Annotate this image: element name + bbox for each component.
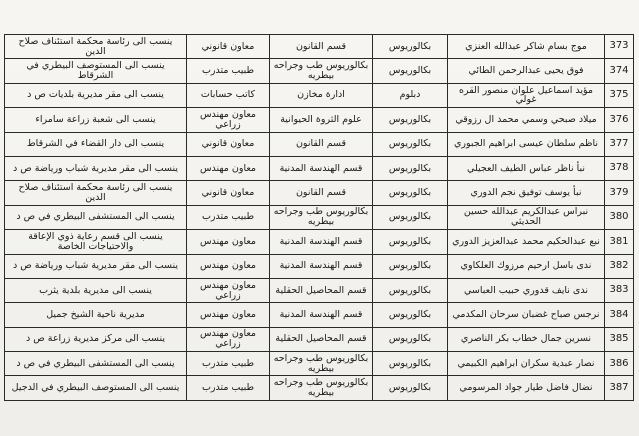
employee-name: ناظم سلطان عيسى ابراهيم الجبوري (448, 132, 605, 156)
destination-cell: ينسب الى مركز مديرية زراعة ص د (5, 327, 187, 351)
specialty-cell: بكالوريوس طب وجراحه بيطريه (270, 59, 373, 83)
job-title-cell: معاون مهندس (187, 156, 270, 180)
row-number: 386 (605, 352, 634, 376)
row-number: 385 (605, 327, 634, 351)
job-title-cell: معاون قانوني (187, 181, 270, 205)
employee-name: نبراس عبدالكريم عبدالله حسين الحديثي (448, 205, 605, 229)
degree-cell: بكالوريوس (373, 205, 448, 229)
degree-cell: بكالوريوس (373, 278, 448, 302)
employee-name: فوق يحيى عبدالرحمن الطائي (448, 59, 605, 83)
job-title-cell: معاون قانوني (187, 35, 270, 59)
destination-cell: ينسب الى شعبة زراعة سامراء (5, 108, 187, 132)
employee-name: ندى باسل ارحيم مرزوك العلكاوي (448, 254, 605, 278)
job-title-cell: طبيب متدرب (187, 352, 270, 376)
specialty-cell: قسم القانون (270, 132, 373, 156)
destination-cell: ينسب الى مقر مديرية شباب ورياضة ص د (5, 156, 187, 180)
destination-cell: ينسب الى المستوصف البيطري في الشرقاط (5, 59, 187, 83)
destination-cell: ينسب الى المستوصف البيطري في الدجيل (5, 376, 187, 400)
employee-name: ندى نايف قدوري حبيب العباسي (448, 278, 605, 302)
employee-name: نصار عبدية سكران ابراهيم الكبيمي (448, 352, 605, 376)
row-number: 375 (605, 83, 634, 107)
row-number: 374 (605, 59, 634, 83)
degree-cell: بكالوريوس (373, 230, 448, 254)
table-row (5, 230, 634, 254)
job-title-cell: كاتب حسابات (187, 83, 270, 107)
table-row (5, 181, 634, 205)
specialty-cell: علوم الثروة الحيوانية (270, 108, 373, 132)
table-row (5, 59, 634, 83)
degree-cell: بكالوريوس (373, 59, 448, 83)
table-row (5, 35, 634, 59)
employee-name: نبأ ناظر عباس الطيف العجيلي (448, 156, 605, 180)
row-number: 383 (605, 278, 634, 302)
row-number: 373 (605, 35, 634, 59)
page-top-margin (0, 0, 639, 34)
degree-cell: بكالوريوس (373, 156, 448, 180)
table-body (5, 35, 634, 401)
job-title-cell: معاون مهندس زراعي (187, 278, 270, 302)
destination-cell: ينسب الى مقر مديرية شباب ورياضة ص د (5, 254, 187, 278)
table-row (5, 254, 634, 278)
degree-cell: بكالوريوس (373, 254, 448, 278)
employee-name: نضال فاضل طيار جواد المرسومي (448, 376, 605, 400)
destination-cell: ينسب الى المستشفى البيطري في ص د (5, 352, 187, 376)
specialty-cell: قسم القانون (270, 181, 373, 205)
degree-cell: بكالوريوس (373, 352, 448, 376)
table-row (5, 327, 634, 351)
employee-name: نبأ يوسف توفيق نجم الدوري (448, 181, 605, 205)
destination-cell: ينسب الى دار القضاء في الشرقاط (5, 132, 187, 156)
table-row (5, 303, 634, 327)
specialty-cell: قسم القانون (270, 35, 373, 59)
appointments-table (4, 34, 634, 401)
degree-cell: بكالوريوس (373, 132, 448, 156)
row-number: 382 (605, 254, 634, 278)
row-number: 377 (605, 132, 634, 156)
employee-name: ميلاد صبحي وسمي محمد ال رزوقي (448, 108, 605, 132)
degree-cell: بكالوريوس (373, 108, 448, 132)
destination-cell: ينسب الى قسم رعاية ذوي الإعاقة والاحتياجات الخاصة (5, 230, 187, 254)
table-row (5, 83, 634, 107)
destination-cell: ينسب الى رئاسة محكمة استئناف صلاح الدين (5, 35, 187, 59)
job-title-cell: طبيب متدرب (187, 376, 270, 400)
degree-cell: دبلوم (373, 83, 448, 107)
table-row (5, 278, 634, 302)
employee-name: نبع عبدالحكيم محمد عبدالعزيز الدوري (448, 230, 605, 254)
row-number: 378 (605, 156, 634, 180)
destination-cell: مديرية ناحية الشيخ جميل (5, 303, 187, 327)
row-number: 381 (605, 230, 634, 254)
employee-name: نرجس صباح غضبان سرحان المكدمي (448, 303, 605, 327)
job-title-cell: معاون مهندس (187, 303, 270, 327)
table-row (5, 376, 634, 400)
table-row (5, 108, 634, 132)
job-title-cell: معاون مهندس زراعي (187, 327, 270, 351)
job-title-cell: معاون مهندس (187, 254, 270, 278)
job-title-cell: طبيب متدرب (187, 205, 270, 229)
employee-name: نسرين جمال خطاب بكر الناصري (448, 327, 605, 351)
specialty-cell: قسم المحاصيل الحقلية (270, 327, 373, 351)
specialty-cell: بكالوريوس طب وجراحه بيطريه (270, 205, 373, 229)
degree-cell: بكالوريوس (373, 181, 448, 205)
degree-cell: بكالوريوس (373, 376, 448, 400)
job-title-cell: طبيب متدرب (187, 59, 270, 83)
specialty-cell: قسم المحاصيل الحقلية (270, 278, 373, 302)
job-title-cell: معاون مهندس زراعي (187, 108, 270, 132)
destination-cell: ينسب الى مقر مديرية بلديات ص د (5, 83, 187, 107)
specialty-cell: قسم الهندسة المدنية (270, 303, 373, 327)
specialty-cell: بكالوريوس طب وجراحه بيطريه (270, 352, 373, 376)
degree-cell: بكالوريوس (373, 35, 448, 59)
degree-cell: بكالوريوس (373, 327, 448, 351)
row-number: 379 (605, 181, 634, 205)
specialty-cell: بكالوريوس طب وجراحه بيطريه (270, 376, 373, 400)
destination-cell: ينسب الى مديرية بلدية يثرب (5, 278, 187, 302)
row-number: 384 (605, 303, 634, 327)
specialty-cell: قسم الهندسة المدنية (270, 254, 373, 278)
row-number: 380 (605, 205, 634, 229)
table-row (5, 205, 634, 229)
specialty-cell: قسم الهندسة المدنية (270, 156, 373, 180)
employee-name: موج بسام شاكر عبدالله العنزي (448, 35, 605, 59)
specialty-cell: قسم الهندسة المدنية (270, 230, 373, 254)
job-title-cell: معاون قانوني (187, 132, 270, 156)
job-title-cell: معاون مهندس (187, 230, 270, 254)
row-number: 376 (605, 108, 634, 132)
employee-name: مؤيد اسماعيل علوان منصور القره غولي (448, 83, 605, 107)
specialty-cell: ادارة مخازن (270, 83, 373, 107)
row-number: 387 (605, 376, 634, 400)
destination-cell: ينسب الى المستشفى البيطري في ص د (5, 205, 187, 229)
degree-cell: بكالوريوس (373, 303, 448, 327)
table-row (5, 156, 634, 180)
table-row (5, 132, 634, 156)
table-row (5, 352, 634, 376)
destination-cell: ينسب الى رئاسة محكمة استئناف صلاح الدين (5, 181, 187, 205)
